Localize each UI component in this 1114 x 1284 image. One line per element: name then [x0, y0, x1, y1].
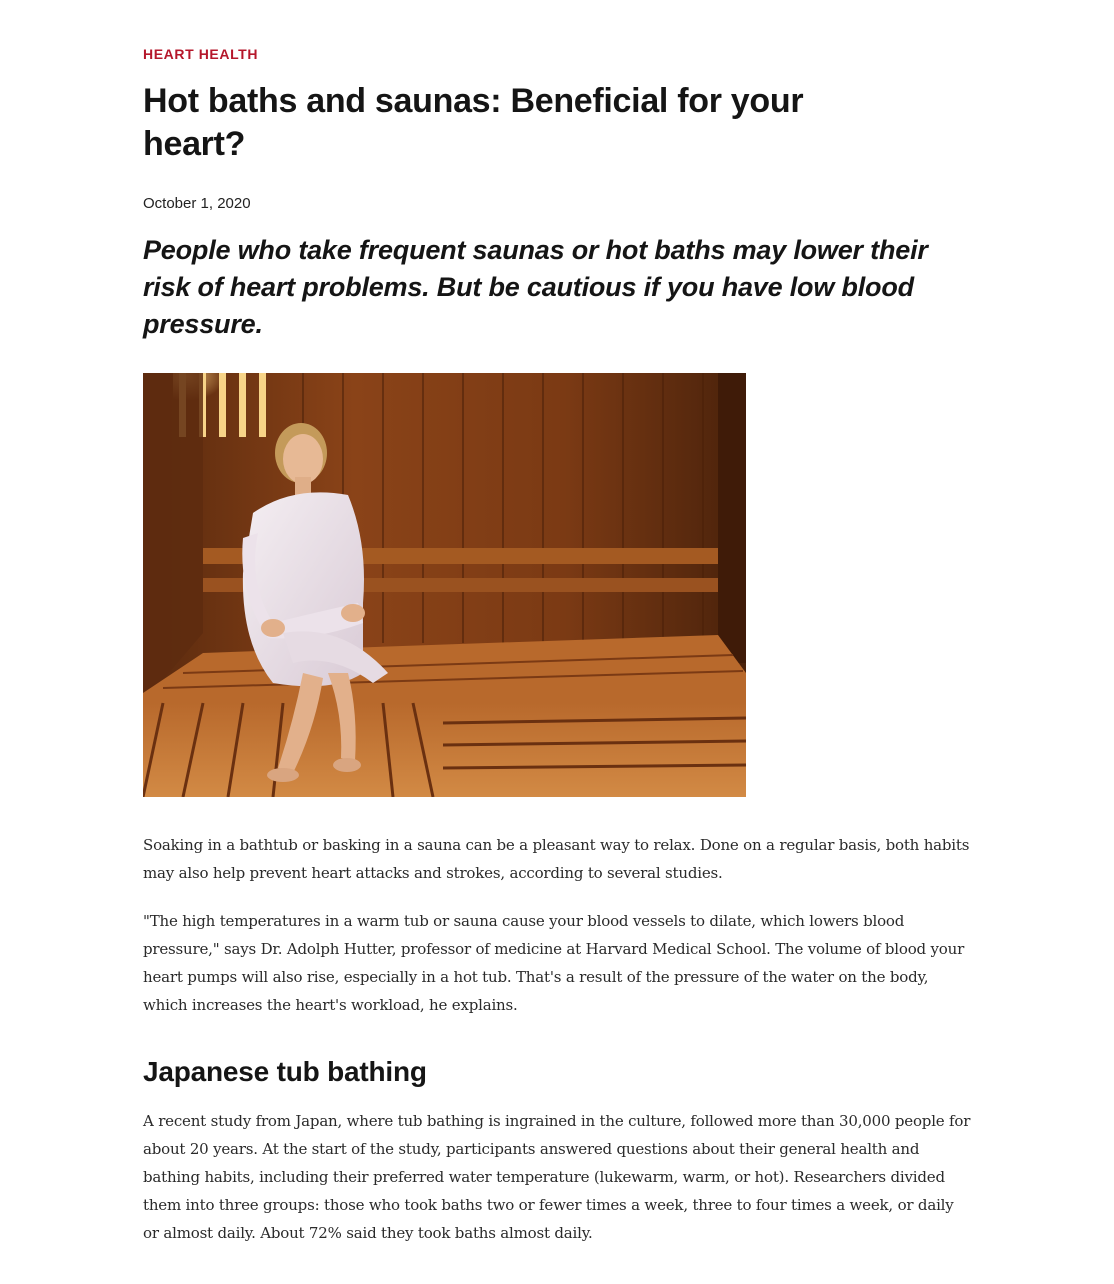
article-title: Hot baths and saunas: Beneficial for your heart? — [143, 82, 804, 163]
category-link[interactable]: HEART HEALTH — [143, 46, 259, 62]
section-heading: Japanese tub bathing — [143, 1056, 427, 1087]
paragraph-intro: Soaking in a bathtub or basking in a sauna can be a pleasant way to relax. Done on a regular basis, both habits may also help prevent heart attacks and strokes, according to several studies. — [143, 836, 970, 882]
article — [143, 44, 973, 1247]
hero-image-sauna — [143, 373, 746, 797]
sauna-photo — [143, 373, 746, 797]
paragraph-quote: "The high temperatures in a warm tub or sauna cause your blood vessels to dilate, which lowers blood pressure," says Dr. Adolph Hutter, professor of medicine at Harvard Medical School. The volume of blood your heart pumps will also rise, especially in a hot tub. That's a result of the pressure of the water on the body, which increases the heart's workload, he explains. — [143, 912, 965, 1014]
article-subheading: People who take frequent saunas or hot baths may lower their risk of heart problems. But be cautious if you have low blood pressure. — [143, 235, 928, 339]
paragraph-study: A recent study from Japan, where tub bathing is ingrained in the culture, followed more than 30,000 people for about 20 years. At the start of the study, participants answered questions about their general health and bathing habits, including their preferred water temperature (lukewarm, warm, or hot). Researchers divided them into three groups: those who took baths two or fewer times a week, three to four times a week, or daily or almost daily. About 72% said they took baths almost daily. — [143, 1112, 971, 1242]
publish-date: October 1, 2020 — [143, 195, 251, 212]
